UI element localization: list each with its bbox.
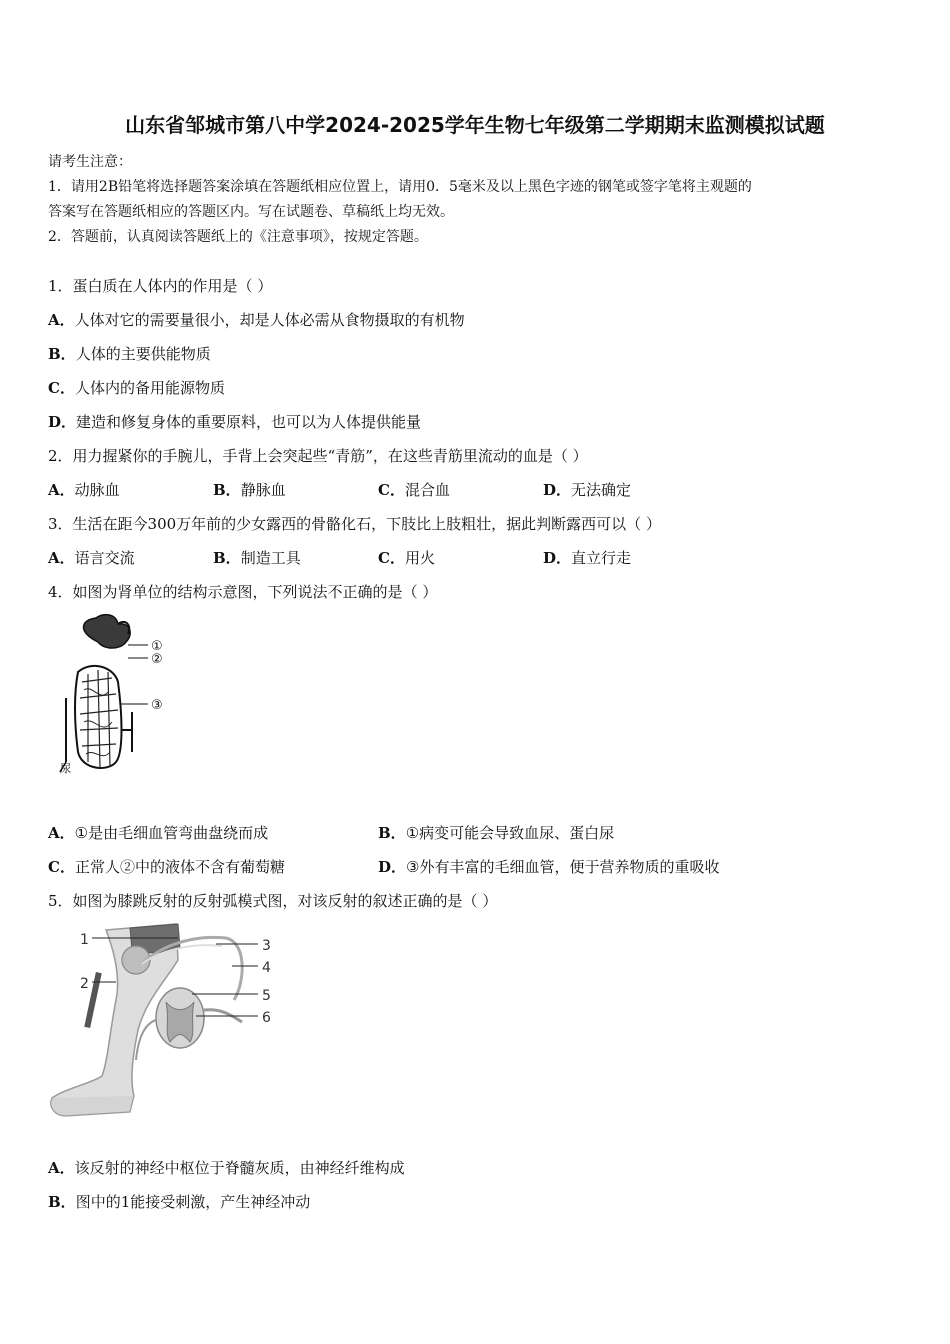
- reflex-label-2: 2: [80, 976, 89, 992]
- question-3-option-a: A．语言交流: [48, 549, 135, 567]
- question-2-option-b: B．静脉血: [213, 481, 286, 499]
- reflex-label-3: 3: [262, 938, 271, 954]
- question-2-option-d: D．无法确定: [543, 481, 632, 499]
- question-4-option-b: B．①病变可能会导致血尿、蛋白尿: [378, 824, 615, 842]
- notice-line-1: 1．请用2B铅笔将选择题答案涂填在答题纸相应位置上，请用0．5毫米及以上黑色字迹的钢笔或签字笔将主观题的: [48, 179, 752, 195]
- page-title: 山东省邹城市第八中学2024-2025学年生物七年级第二学期期末监测模拟试题: [125, 113, 825, 137]
- question-4-option-c: C．正常人②中的液体不含有葡萄糖: [48, 858, 285, 876]
- nephron-label-3: ③: [151, 698, 163, 713]
- question-1-option-a: A．人体对它的需要量很小，却是人体必需从食物摄取的有机物: [48, 311, 465, 329]
- reflex-label-4: 4: [262, 960, 271, 976]
- reflex-label-5: 5: [262, 988, 271, 1004]
- question-3-option-b: B．制造工具: [213, 549, 301, 567]
- question-5-stem: 5．如图为膝跳反射的反射弧模式图，对该反射的叙述正确的是（ ）: [48, 892, 498, 910]
- notice-line-1b: 答案写在答题纸相应的答题区内。写在试题卷、草稿纸上均无效。: [48, 204, 454, 220]
- nephron-diagram: [48, 612, 188, 782]
- question-4-option-d: D．③外有丰富的毛细血管，便于营养物质的重吸收: [378, 858, 720, 876]
- question-2-option-a: A．动脉血: [48, 481, 120, 499]
- knee-reflex-arc-diagram: [46, 920, 286, 1130]
- question-5-option-a: A．该反射的神经中枢位于脊髓灰质，由神经纤维构成: [48, 1159, 405, 1177]
- question-5-option-b: B．图中的1能接受刺激，产生神经冲动: [48, 1193, 311, 1211]
- nephron-label-1: ①: [151, 639, 163, 654]
- question-4-option-a: A．①是由毛细血管弯曲盘绕而成: [48, 824, 269, 842]
- question-2-stem: 2．用力握紧你的手腕儿，手背上会突起些“青筋”，在这些青筋里流动的血是（ ）: [48, 447, 588, 465]
- question-4-stem: 4．如图为肾单位的结构示意图，下列说法不正确的是（ ）: [48, 583, 438, 601]
- question-2-option-c: C．混合血: [378, 481, 450, 499]
- question-1-option-d: D．建造和修复身体的重要原料，也可以为人体提供能量: [48, 413, 422, 431]
- reflex-label-1: 1: [80, 932, 89, 948]
- question-1-option-c: C．人体内的备用能源物质: [48, 379, 225, 397]
- question-3-option-d: D．直立行走: [543, 549, 632, 567]
- question-3-option-c: C．用火: [378, 549, 435, 567]
- notice-line-2: 2．答题前，认真阅读答题纸上的《注意事项》，按规定答题。: [48, 229, 428, 245]
- question-1-option-b: B．人体的主要供能物质: [48, 345, 211, 363]
- nephron-label-urine: 尿: [60, 762, 71, 775]
- question-1-stem: 1．蛋白质在人体内的作用是（ ）: [48, 277, 273, 295]
- nephron-label-2: ②: [151, 652, 163, 667]
- notice-heading: 请考生注意：: [48, 154, 132, 170]
- reflex-label-6: 6: [262, 1010, 271, 1026]
- question-3-stem: 3．生活在距今300万年前的少女露西的骨骼化石，下肢比上肢粗壮，据此判断露西可以（ ）: [48, 515, 661, 533]
